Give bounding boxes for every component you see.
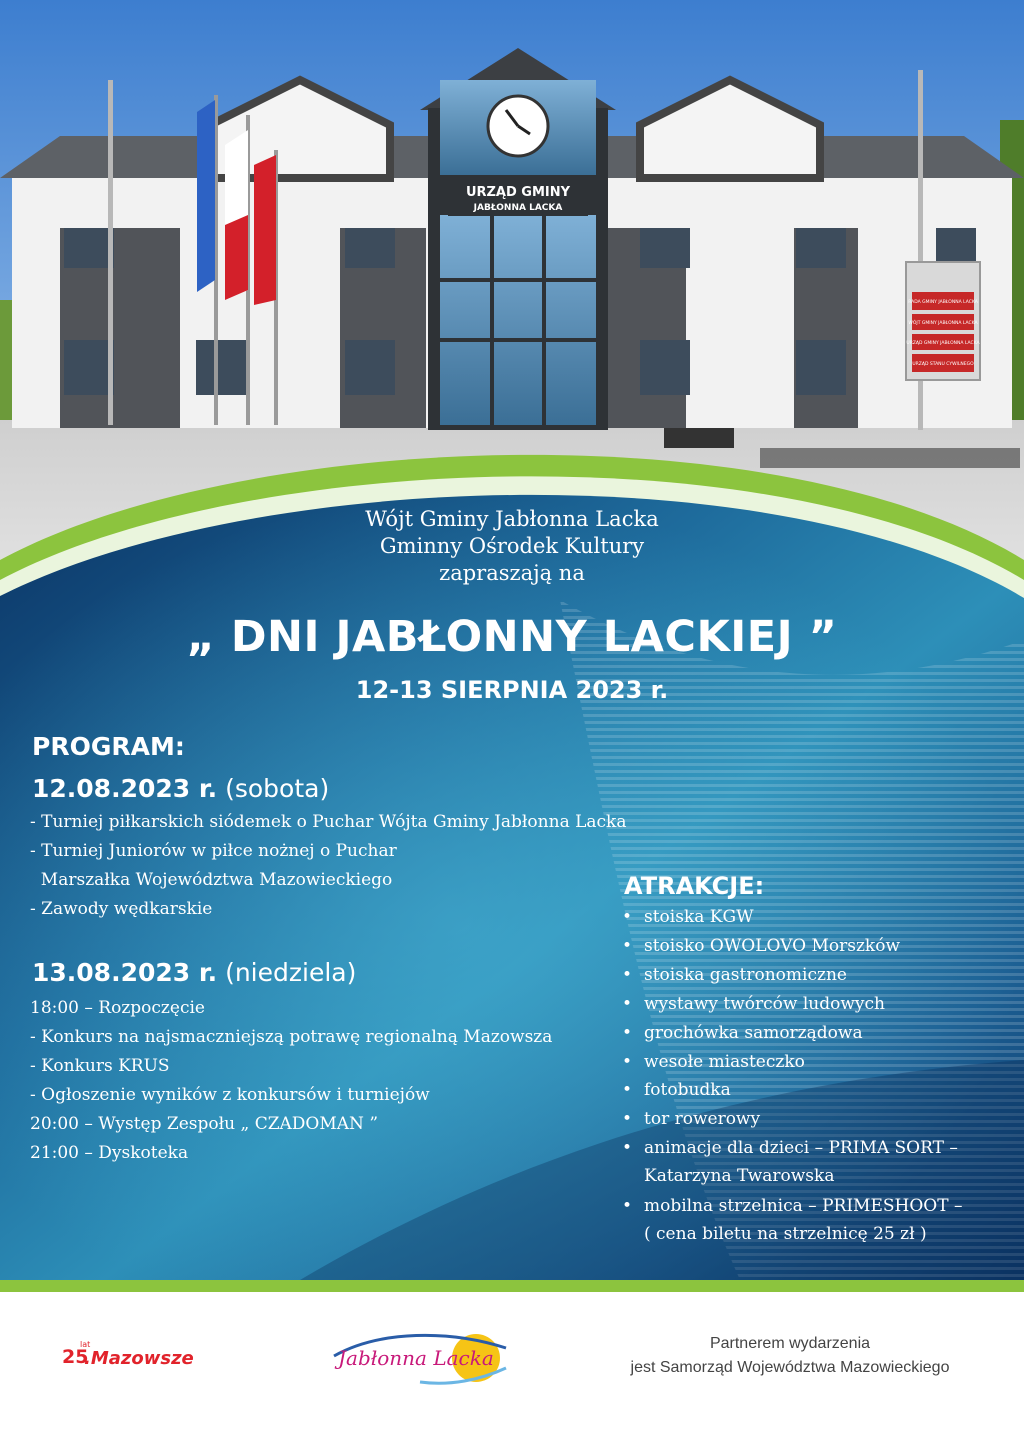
event-dates: 12-13 SIERPNIA 2023 r. [355, 676, 669, 704]
day1-item-2: - Turniej Juniorów w piłce nożnej o Puchar [30, 841, 397, 861]
invitation-line-2: Gminny Ośrodek Kultury [379, 534, 645, 558]
invitation-line-3: zapraszają na [439, 561, 585, 585]
partner-line-2: jest Samorząd Województwa Mazowieckiego [630, 1359, 950, 1376]
day1-date: 12.08.2023 r. [32, 774, 218, 803]
program-heading: PROGRAM: [32, 732, 185, 761]
board-sign-1: RADA GMINY JABŁONNA LACKA [908, 300, 978, 305]
jablonna-lacka-logo-text: Jabłonna Lacka [338, 1346, 494, 1370]
board-sign-2: WÓJT GMINY JABŁONNA LACKA [908, 321, 978, 326]
board-sign-3: URZĄD GMINY JABŁONNA LACKA [906, 341, 980, 346]
day2-item-2: - Konkurs na najsmaczniejszą potrawę regionalną Mazowsza [30, 1027, 553, 1047]
attraction-item: • mobilna strzelnica – PRIMESHOOT – [622, 1196, 963, 1216]
mazowsze-logo [62, 1340, 252, 1380]
attraction-item: • stoiska gastronomiczne [622, 965, 847, 985]
attraction-continuation: ( cena biletu na strzelnicę 25 zł ) [644, 1224, 927, 1244]
mazowsze-logo-text: .Mazowsze [84, 1348, 194, 1369]
partner-note [560, 1332, 1020, 1380]
day1-heading [32, 774, 329, 803]
attraction-item: • grochówka samorządowa [622, 1023, 863, 1043]
attraction-item: • stoisko OWOLOVO Morszków [622, 936, 901, 956]
attraction-item: • stoiska KGW [622, 907, 754, 927]
board-sign-4: URZĄD STANU CYWILNEGO [912, 362, 974, 367]
mazowsze-logo-lat: lat [80, 1340, 91, 1349]
attractions-heading: ATRAKCJE: [624, 872, 765, 900]
jablonna-lacka-logo [330, 1328, 510, 1392]
day2-item-3: - Konkurs KRUS [30, 1056, 170, 1076]
mazowsze-logo-number: 25 [62, 1346, 89, 1368]
day2-item-1: 18:00 – Rozpoczęcie [30, 998, 205, 1018]
day1-weekday: (sobota) [225, 774, 330, 803]
attraction-item: • animacje dla dzieci – PRIMA SORT – [622, 1138, 958, 1158]
day2-date: 13.08.2023 r. [32, 958, 218, 987]
footer-green-line [0, 1280, 1024, 1292]
day2-heading [32, 958, 356, 987]
building-sign-line2: JABŁONNA LACKA [473, 203, 563, 213]
attraction-continuation: Katarzyna Twarowska [644, 1166, 835, 1186]
day1-item-4: - Zawody wędkarskie [30, 899, 213, 919]
day2-item-6: 21:00 – Dyskoteka [30, 1143, 189, 1163]
day2-weekday: (niedziela) [225, 958, 357, 987]
day2-item-4: - Ogłoszenie wyników z konkursów i turniejów [30, 1085, 430, 1105]
attraction-item: • wesołe miasteczko [622, 1052, 805, 1072]
day1-item-3: Marszałka Województwa Mazowieckiego [30, 870, 393, 890]
day2-item-5: 20:00 – Występ Zespołu „ CZADOMAN ” [30, 1114, 379, 1134]
invitation-line-1: Wójt Gminy Jabłonna Lacka [365, 507, 659, 531]
attraction-item: • fotobudka [622, 1080, 731, 1100]
event-title: „ DNI JABŁONNY LACKIEJ ” [186, 612, 838, 662]
attraction-item: • tor rowerowy [622, 1109, 761, 1129]
partner-line-1: Partnerem wydarzenia [709, 1335, 871, 1352]
attraction-item: • wystawy twórców ludowych [622, 994, 885, 1014]
day1-item-1: - Turniej piłkarskich siódemek o Puchar Wójta Gminy Jabłonna Lacka [30, 812, 627, 832]
building-sign-line1: URZĄD GMINY [465, 185, 571, 200]
